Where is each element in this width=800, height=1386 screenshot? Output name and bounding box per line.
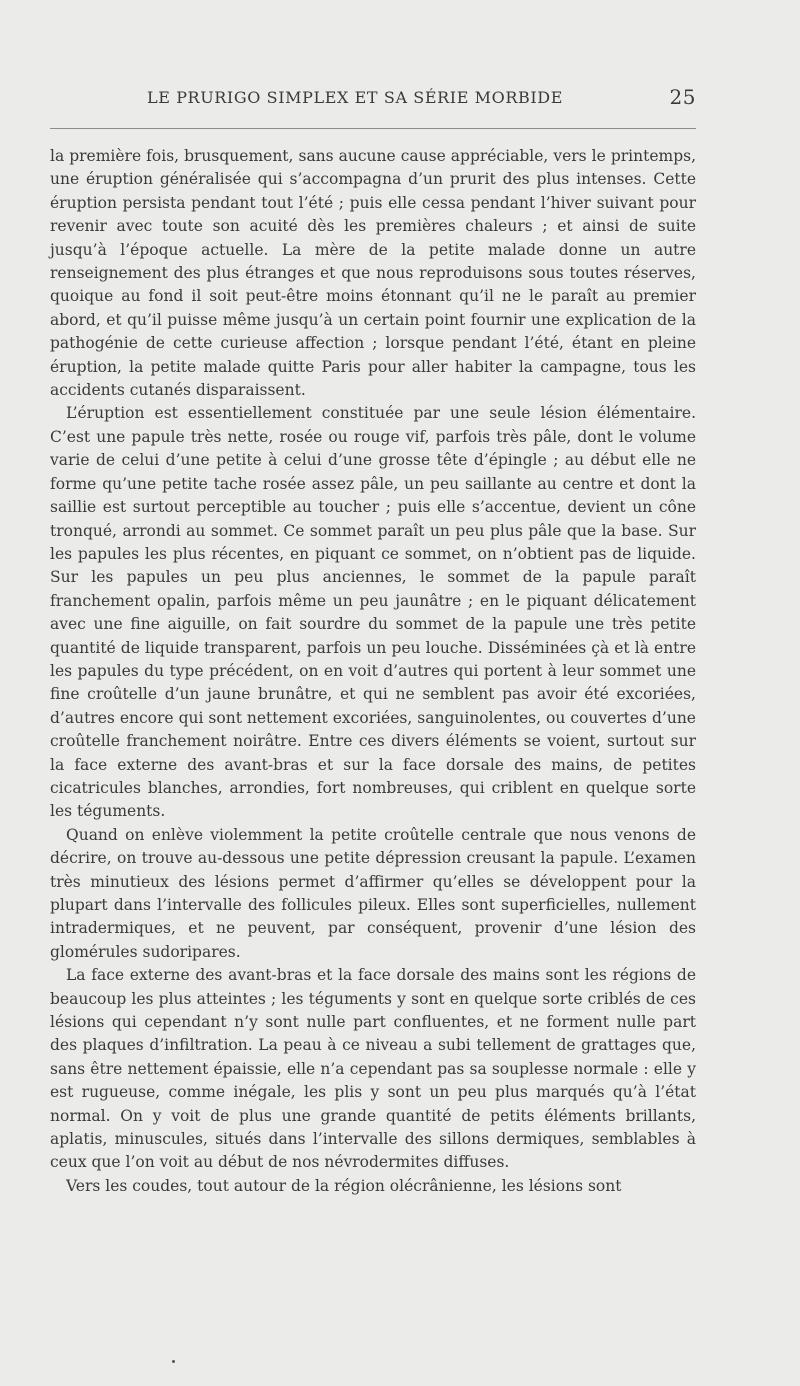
page-header xyxy=(50,85,696,112)
body-text xyxy=(50,145,696,1198)
paragraph-continued: la première fois, brusquement, sans aucune cause appréciable, vers le printemps, une éruption généralisée qui s’accompagna d’un prurit des plus intenses. Cette éruption persista pendant tout l’été ; puis elle cessa pendant l’hiver suivant pour revenir avec toute son acuité dès les premières chaleurs ; et ainsi de suite jusqu’à l’époque actuelle. La mère de la petite malade donne un autre renseignement des plus étranges et que nous reproduisons sous toutes réserves, quoique au fond il soit peut-être moins étonnant qu’il ne le paraît au premier abord, et qu’il puisse même jusqu’à un certain point fournir une explication de la pathogénie de cette curieuse affection ; lorsque pendant l’été, étant en pleine éruption, la petite malade quitte Paris pour aller habiter la campagne, tous les accidents cutanés disparaissent. xyxy=(50,147,696,400)
paragraph-forearms: La face externe des avant-bras et la face dorsale des mains sont les régions de beaucoup les plus atteintes ; les téguments y sont en quelque sorte criblés de ces lésions qui cependant n’y sont nulle part confluentes, et ne forment nulle part des plaques d’infiltration. La peau à ce niveau a subi tellement de grattages que, sans être nettement épaissie, elle n’a cependant pas sa souplesse normale : elle y est rugueuse, comme inégale, les plis y sont un peu plus marqués qu’à l’état normal. On y voit de plus une grande quantité de petits éléments brillants, aplatis, minuscules, situés dans l’intervalle des sillons dermiques, semblables à ceux que l’on voit au début de nos névrodermites diffuses. xyxy=(50,966,696,1172)
running-title: LE PRURIGO SIMPLEX ET SA SÉRIE MORBIDE xyxy=(147,88,563,107)
page-number: 25 xyxy=(669,85,696,109)
print-speck xyxy=(172,1360,175,1363)
header-rule xyxy=(50,128,696,129)
paragraph-elbows: Vers les coudes, tout autour de la région olécrânienne, les lésions sont xyxy=(66,1176,622,1195)
paragraph-crust-removal: Quand on enlève violemment la petite croûtelle centrale que nous venons de décrire, on trouve au-dessous une petite dépression creusant la papule. L’examen très minutieux des lésions permet d’affirmer qu’elles se développent pour la plupart dans l’intervalle des follicules pileux. Elles sont superficielles, nullement intradermiques, et ne peuvent, par conséquent, provenir d’une lésion des glomérules sudoripares. xyxy=(50,825,696,961)
paragraph-eruption-description: L’éruption est essentiellement constituée par une seule lésion élémentaire. C’est une papule très nette, rosée ou rouge vif, parfois très pâle, dont le volume varie de celui d’une petite à celui d’une grosse tête d’épingle ; au début elle ne forme qu’une petite tache rosée assez pâle, un peu saillante au centre et dont la saillie est surtout perceptible au toucher ; puis elle s’accentue, devient un cône tronqué, arrondi au sommet. Ce sommet paraît un peu plus pâle que la base. Sur les papules les plus récentes, en piquant ce sommet, on n’obtient pas de liquide. Sur les papules un peu plus anciennes, le sommet de la papule paraît franchement opalin, parfois même un peu jaunâtre ; en le piquant délicatement avec une fine aiguille, on fait sourdre du sommet de la papule une très petite quantité de liquide transparent, parfois un peu louche. Disséminées çà et là entre les papules du type précédent, on en voit d’autres qui portent à leur sommet une fine croûtelle d’un jaune brunâtre, et qui ne semblent pas avoir été excoriées, d’autres encore qui sont nettement excoriées, sanguinolentes, ou couvertes d’une croûtelle franchement noirâtre. Entre ces divers éléments se voient, surtout sur la face externe des avant-bras et sur la face dorsale des mains, de petites cicatricules blanches, arrondies, fort nombreuses, qui criblent en quelque sorte les téguments. xyxy=(50,404,696,821)
